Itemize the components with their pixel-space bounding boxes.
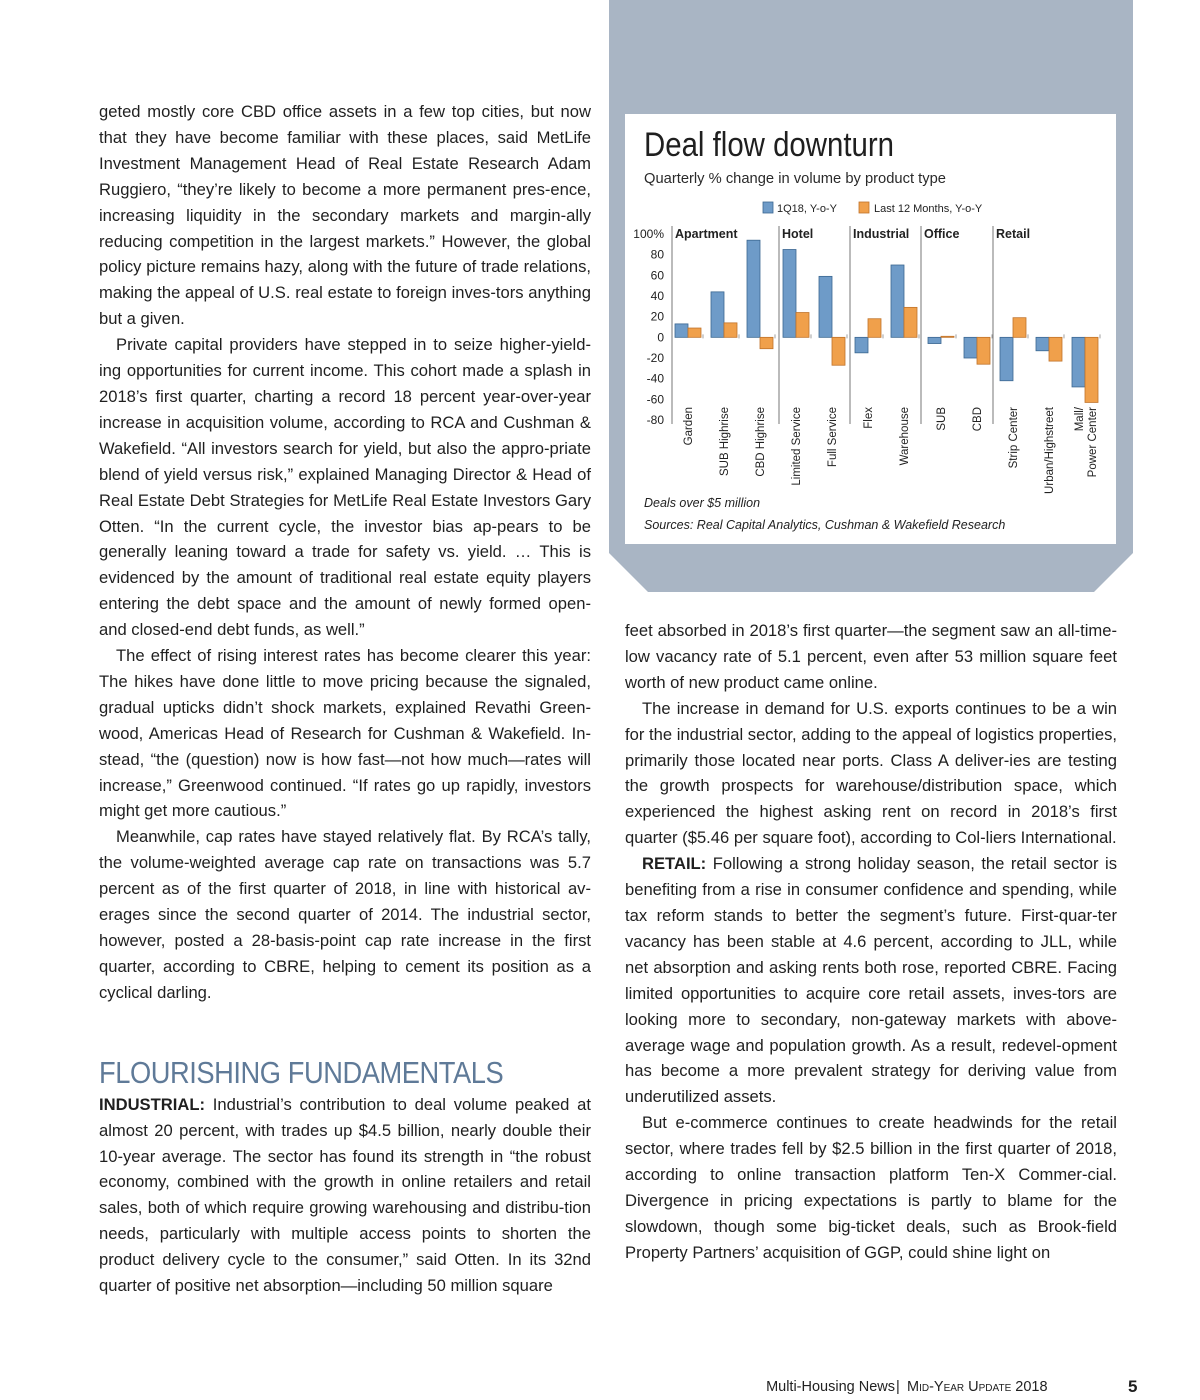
legend-label-1q18: 1Q18, Y-o-Y bbox=[777, 203, 837, 215]
category-label: CBD bbox=[972, 407, 984, 432]
category-label: CBD Highrise bbox=[755, 407, 767, 477]
category-label: SUB bbox=[936, 407, 948, 431]
bar-12mo-11 bbox=[1085, 337, 1098, 402]
bar-1q18-3 bbox=[783, 250, 796, 338]
section-heading: FLOURISHING FUNDAMENTALS bbox=[99, 1054, 504, 1090]
chart-note: Deals over $5 million bbox=[644, 496, 761, 510]
bar-1q18-5 bbox=[855, 337, 868, 353]
right-paragraph-2: The increase in demand for U.S. exports continues to be a win for the industrial sector, adding to the appeal of logistics properties, primarily those located near ports. Class A deliver-ies are testing the growth prospects for warehouse/distribution space, which experienced the highest asking rent on record in 2018’s first quarter ($5.46 per square foot), according to Col-liers International. bbox=[625, 698, 1117, 848]
group-label-industrial: Industrial bbox=[853, 227, 910, 241]
category-label: Full Service bbox=[827, 407, 839, 468]
bar-12mo-10 bbox=[1049, 337, 1062, 361]
left-paragraph-1: geted mostly core CBD office assets in a few top cities, but now that they have become familiar with these places, said MetLife Investment Management Head of Real Estate Research Adam Ruggiero, “they’re likely to become a more permanent pres-ence, increasing liquidity in the secondary markets and margin-ally reducing competition in the largest markets.” However, the global policy picture remains hazy, along with the future of trade relations, making the appeal of U.S. real estate to foreign inves-tors anything but a given. bbox=[99, 102, 591, 329]
chart-subtitle: Quarterly % change in volume by product type bbox=[644, 170, 946, 187]
category-label: Limited Service bbox=[791, 407, 803, 486]
category-label: Strip Center bbox=[1008, 407, 1020, 469]
right-paragraph-1: feet absorbed in 2018’s first quarter—the segment saw an all-time-low vacancy rate of 5.1 percent, even after 53 million square feet worth of new product came online. bbox=[625, 621, 1117, 692]
y-tick-label: -80 bbox=[646, 413, 664, 427]
chart-card bbox=[625, 114, 1116, 544]
right-paragraph-last: But e-commerce continues to create headwinds for the retail sector, where trades fell by $2.5 billion in the first quarter of 2018, according to online transaction platform Ten-X Commer-cial. Divergence in pricing expectations is partly to blame for the slowdown, though some big-ticket deals, such as Brook-field Property Partners’ acquisition of GGP, could shine light on bbox=[625, 1113, 1117, 1262]
bar-12mo-7 bbox=[941, 336, 954, 337]
category-label: Power Center bbox=[1087, 407, 1099, 478]
y-tick-label: 0 bbox=[657, 330, 664, 345]
footer-issue: Mid-Year Update 2018 bbox=[907, 1379, 1048, 1395]
category-label: Garden bbox=[683, 407, 695, 446]
footer-separator: | bbox=[896, 1379, 900, 1395]
legend-swatch-12mo bbox=[859, 202, 869, 213]
group-label-retail: Retail bbox=[996, 227, 1031, 241]
category-label: Mall/ bbox=[1074, 407, 1086, 432]
category-label: Warehouse bbox=[899, 407, 911, 466]
bar-12mo-2 bbox=[760, 337, 773, 348]
legend-label-12mo: Last 12 Months, Y-o-Y bbox=[874, 203, 983, 215]
bar-12mo-6 bbox=[904, 307, 917, 337]
bar-12mo-8 bbox=[977, 337, 990, 364]
bar-1q18-4 bbox=[819, 276, 832, 337]
left-paragraph-2: Private capital providers have stepped in to seize higher-yield-ing opportunities for current income. This cohort made a splash in 2018’s first quarter, charting a record 18 percent year-over-year increase in acquisition volume, according to RCA and Cushman & Wakefield. “All investors search for yield, but also the appro-priate blend of yield versus risk,” explained Managing Director & Head of Real Estate Debt Strategies for MetLife Real Estate Investors Gary Otten. “In the current cycle, the investor bias ap-pears to be generally leaning toward a trade for safety vs. yield. … This is evidenced by the amount of traditional real estate equity players entering the debt space and the amount of newly formed open- and closed-end debt funds, as well.” bbox=[99, 335, 591, 640]
category-label: Urban/Highstreet bbox=[1044, 407, 1056, 494]
group-label-office: Office bbox=[924, 227, 960, 241]
group-label-apartment: Apartment bbox=[675, 227, 738, 241]
y-tick-label: -40 bbox=[646, 371, 664, 386]
bar-12mo-5 bbox=[868, 319, 881, 338]
y-tick-label: 40 bbox=[650, 289, 664, 303]
right-column bbox=[625, 618, 1117, 1266]
bar-12mo-3 bbox=[796, 313, 809, 338]
industrial-paragraph bbox=[99, 1092, 591, 1299]
chart-sources: Sources: Real Capital Analytics, Cushman & Wakefield Research bbox=[644, 518, 1006, 532]
footer bbox=[0, 1379, 1200, 1399]
bar-12mo-1 bbox=[724, 323, 737, 337]
y-tick-label: 80 bbox=[650, 247, 664, 262]
left-column bbox=[99, 99, 591, 1299]
y-tick-label: 60 bbox=[650, 268, 664, 283]
industrial-text: Industrial’s contribution to deal volume peaked at almost 20 percent, with trades up $4.5 billion, nearly double their 10-year average. The sector has found its strength in “the robust economy, combined with the growth in online retailers and retail sales, both of which require growing warehousing and distribu-tion needs, particularly with multiple access points to shorten the product delivery cycle to the consumer,” said Otten. In its 32nd quarter of positive net absorption—including 50 million square bbox=[99, 1094, 591, 1296]
retail-text: Following a strong holiday season, the retail sector is benefiting from a rise in consumer confidence and spending, while tax reform stands to better the segment’s future. First-quar-ter vacancy has been stable at 4.6 percent, according to JLL, while net absorption and asking rents both rose, reported CBRE. Facing limited opportunities to acquire core retail assets, inves-tors are looking more to secondary, non-gateway markets with above-average wage and population growth. As a result, redevel-opment has become a more prevalent strategy for deriving value from underutilized assets. bbox=[625, 854, 1117, 1107]
left-paragraph-3: The effect of rising interest rates has become clearer this year: The hikes have done little to move pricing because the signaled, gradual upticks didn’t shock markets, explained Revathi Green-wood, Americas Head of Research for Cushman & Wakefield. In-stead, “the (question) now is how fast—not how much—rates will increase,” Greenwood continued. “If rates go up rapidly, investors might get more cautious.” bbox=[99, 646, 591, 821]
category-label: Flex bbox=[863, 407, 875, 429]
bar-1q18-10 bbox=[1036, 337, 1049, 350]
bar-12mo-9 bbox=[1013, 318, 1026, 338]
bar-1q18-7 bbox=[928, 337, 941, 343]
bar-1q18-8 bbox=[964, 337, 977, 358]
bar-12mo-4 bbox=[832, 337, 845, 365]
chart bbox=[625, 114, 1116, 544]
bar-12mo-0 bbox=[688, 328, 701, 337]
left-paragraph-4: Meanwhile, cap rates have stayed relatively flat. By RCA’s tally, the volume-weighted average cap rate on transactions was 5.7 percent as of the first quarter of 2018, in line with historical av-erages since the second quarter of 2014. The industrial sector, however, posted a 28-basis-point cap rate increase in the first quarter, according to CBRE, helping to cement its position as a cyclical darling. bbox=[99, 827, 591, 1002]
retail-lead: RETAIL: bbox=[642, 854, 707, 874]
page-number: 5 bbox=[1128, 1377, 1138, 1396]
y-tick-label: 20 bbox=[650, 309, 664, 324]
bar-1q18-11 bbox=[1072, 337, 1085, 387]
bar-1q18-0 bbox=[675, 324, 688, 337]
y-tick-label: 100% bbox=[633, 227, 664, 241]
footer-publication: Multi-Housing News bbox=[766, 1379, 895, 1395]
y-tick-label: -60 bbox=[646, 392, 664, 407]
group-label-hotel: Hotel bbox=[782, 227, 814, 241]
legend-swatch-1q18 bbox=[763, 202, 773, 213]
category-label: SUB Highrise bbox=[719, 407, 731, 477]
y-tick-label: -20 bbox=[646, 351, 664, 365]
industrial-lead: INDUSTRIAL: bbox=[99, 1094, 206, 1114]
bar-1q18-6 bbox=[891, 265, 904, 337]
retail-paragraph bbox=[625, 851, 1117, 1110]
bar-1q18-2 bbox=[747, 240, 760, 337]
chart-title: Deal flow downturn bbox=[644, 126, 894, 164]
bar-1q18-9 bbox=[1000, 337, 1013, 380]
bar-1q18-1 bbox=[711, 292, 724, 337]
